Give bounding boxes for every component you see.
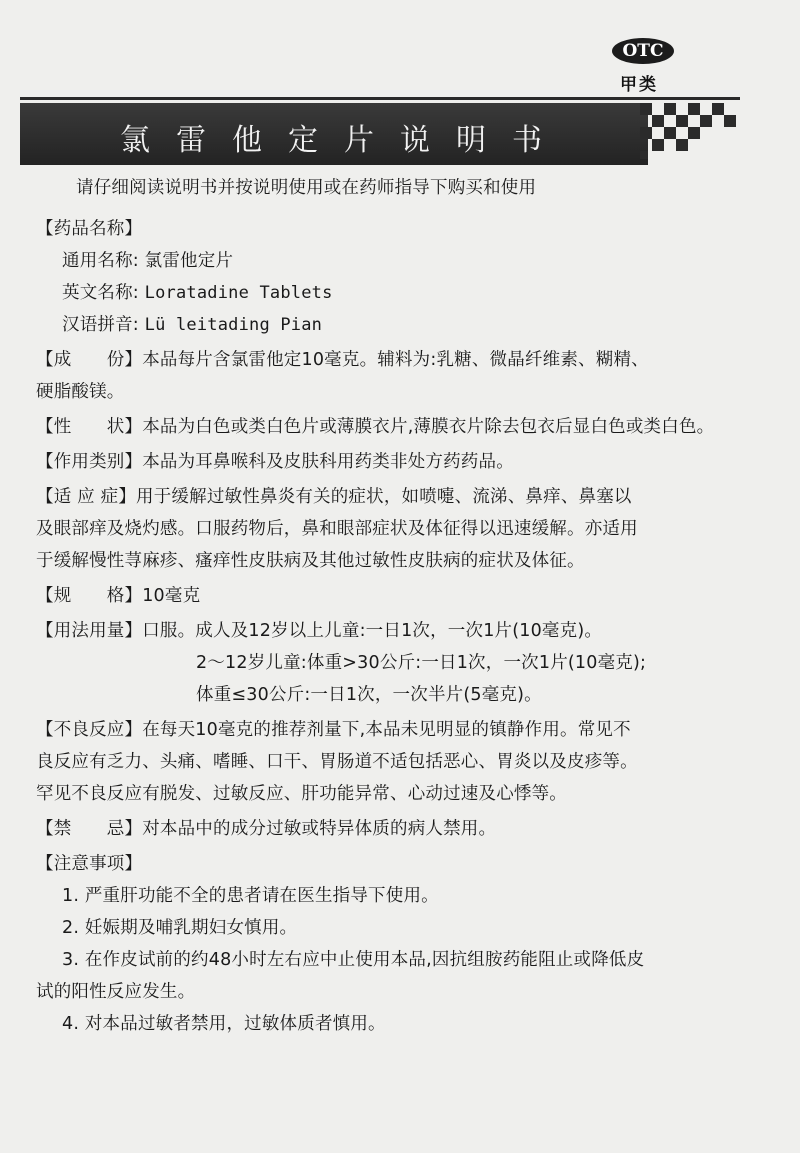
- pinyin-label: 汉语拼音:: [62, 315, 145, 335]
- composition-line-2: 硬脂酸镁。: [36, 382, 125, 402]
- adverse-line-1: 【不良反应】在每天10毫克的推荐剂量下,本品未见明显的镇静作用。常见不: [36, 720, 631, 740]
- section-heading-name: 【药品名称】: [36, 219, 143, 239]
- category: 【作用类别】本品为耳鼻喉科及皮肤科用药类非处方药药品。: [36, 452, 514, 472]
- english-name: Loratadine Tablets: [144, 283, 333, 303]
- english-name-row: [36, 277, 776, 309]
- pinyin-name: Lü leitading Pian: [144, 315, 323, 335]
- adverse-line-2: 良反应有乏力、头痛、嗜睡、口干、胃肠道不适包括恶心、胃炎以及皮疹等。: [36, 752, 638, 772]
- dosage-line-1: 【用法用量】口服。成人及12岁以上儿童:一日1次，一次1片(10毫克)。: [36, 621, 603, 641]
- description: 【性 状】本品为白色或类白色片或薄膜衣片,薄膜衣片除去包衣后显白色或类白色。: [36, 417, 715, 437]
- pinyin-row: [36, 309, 776, 341]
- precaution-3-line-1: 3. 在作皮试前的约48小时左右应中止使用本品,因抗组胺药能阻止或降低皮: [62, 950, 645, 970]
- precaution-4: 4. 对本品过敏者禁用，过敏体质者慎用。: [62, 1014, 386, 1034]
- precaution-2: 2. 妊娠期及哺乳期妇女慎用。: [62, 918, 298, 938]
- section-heading-precautions: 【注意事项】: [36, 854, 143, 874]
- specification: 【规 格】10毫克: [36, 586, 201, 606]
- precaution-1: 1. 严重肝功能不全的患者请在医生指导下使用。: [62, 886, 439, 906]
- leaflet-body: [36, 172, 776, 1040]
- precaution-3-line-2: 试的阳性反应发生。: [36, 982, 196, 1002]
- subtitle: 请仔细阅读说明书并按说明使用或在药师指导下购买和使用: [76, 178, 537, 198]
- composition-line-1: 【成 份】本品每片含氯雷他定10毫克。辅料为:乳糖、微晶纤维素、糊精、: [36, 350, 649, 370]
- indications-line-2: 及眼部痒及烧灼感。口服药物后，鼻和眼部症状及体征得以迅速缓解。亦适用: [36, 519, 638, 539]
- adverse-line-3: 罕见不良反应有脱发、过敏反应、肝功能异常、心动过速及心悸等。: [36, 784, 567, 804]
- dosage-line-3: 体重≤30公斤:一日1次，一次半片(5毫克)。: [196, 685, 542, 705]
- otc-badge: OTC: [612, 38, 674, 64]
- checker-decoration-icon: [640, 103, 736, 159]
- english-name-label: 英文名称:: [62, 283, 145, 303]
- generic-name: 通用名称: 氯雷他定片: [62, 251, 234, 271]
- title-bar: [20, 103, 648, 165]
- page-title: 氯雷他定片说明书: [120, 123, 568, 158]
- otc-class-label: 甲类: [620, 75, 658, 95]
- contraindications: 【禁 忌】对本品中的成分过敏或特异体质的病人禁用。: [36, 819, 497, 839]
- indications-line-3: 于缓解慢性荨麻疹、瘙痒性皮肤病及其他过敏性皮肤病的症状及体征。: [36, 551, 585, 571]
- dosage-line-2: 2～12岁儿童:体重>30公斤:一日1次，一次1片(10毫克);: [196, 653, 647, 673]
- indications-line-1: 【适 应 症】用于缓解过敏性鼻炎有关的症状，如喷嚏、流涕、鼻痒、鼻塞以: [36, 487, 632, 507]
